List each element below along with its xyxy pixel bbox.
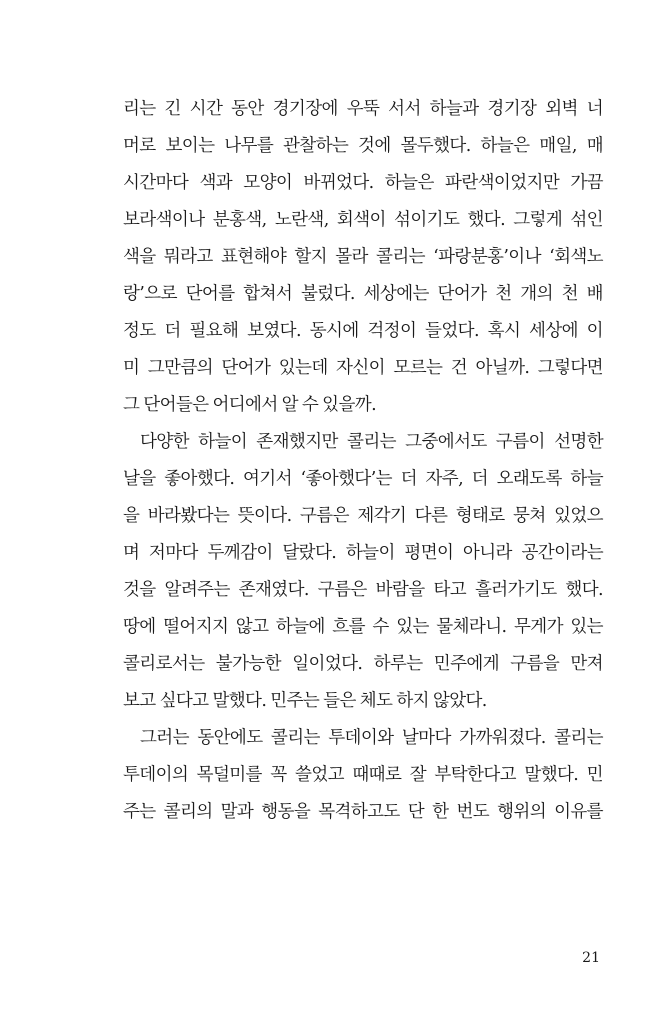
text-line: 그러는 동안에도 콜리는 투데이와 날마다 가까워졌다. 콜리는 (140, 728, 603, 748)
text-line: 보고 싶다고 말했다. 민주는 들은 체도 하지 않았다. (123, 691, 487, 711)
text-line: 투데이의 목덜미를 꼭 쓸었고 때때로 잘 부탁한다고 말했다. 민 (123, 765, 603, 785)
text-line: 날을 좋아했다. 여기서 ‘좋아했다’는 더 자주, 더 오래도록 하늘 (123, 469, 603, 489)
text-line: 정도 더 필요해 보였다. 동시에 걱정이 들었다. 혹시 세상에 이 (123, 321, 603, 341)
text-line: 을 바라봤다는 뜻이다. 구름은 제각기 다른 형태로 뭉쳐 있었으 (123, 506, 603, 526)
paragraph-2 (123, 424, 603, 720)
text-line: 땅에 떨어지지 않고 하늘에 흐를 수 있는 물체라니. 무게가 있는 (123, 617, 603, 637)
text-line: 며 저마다 두께감이 달랐다. 하늘이 평면이 아니라 공간이라는 (123, 543, 603, 563)
text-line: 미 그만큼의 단어가 있는데 자신이 모르는 건 아닐까. 그렇다면 (123, 358, 603, 378)
text-line: 색을 뭐라고 표현해야 할지 몰라 콜리는 ‘파랑분홍’이나 ‘회색노 (123, 247, 603, 267)
page-number: 21 (582, 950, 600, 966)
paragraph-3 (123, 720, 603, 831)
text-line: 리는 긴 시간 동안 경기장에 우뚝 서서 하늘과 경기장 외벽 너 (123, 99, 603, 119)
text-line: 랑’으로 단어를 합쳐서 불렀다. 세상에는 단어가 천 개의 천 배 (123, 284, 603, 304)
text-line: 머로 보이는 나무를 관찰하는 것에 몰두했다. 하늘은 매일, 매 (123, 136, 603, 156)
text-line: 그 단어들은 어디에서 알 수 있을까. (123, 395, 377, 415)
text-line: 다양한 하늘이 존재했지만 콜리는 그중에서도 구름이 선명한 (140, 432, 603, 452)
paragraph-1 (123, 91, 603, 424)
text-line: 것을 알려주는 존재였다. 구름은 바람을 타고 흘러가기도 했다. (123, 580, 603, 600)
body-text (123, 91, 603, 831)
text-line: 보라색이나 분홍색, 노란색, 회색이 섞이기도 했다. 그렇게 섞인 (123, 210, 603, 230)
text-line: 시간마다 색과 모양이 바뀌었다. 하늘은 파란색이었지만 가끔 (123, 173, 603, 193)
text-line: 콜리로서는 불가능한 일이었다. 하루는 민주에게 구름을 만져 (123, 654, 603, 674)
text-line: 주는 콜리의 말과 행동을 목격하고도 단 한 번도 행위의 이유를 (123, 802, 603, 822)
